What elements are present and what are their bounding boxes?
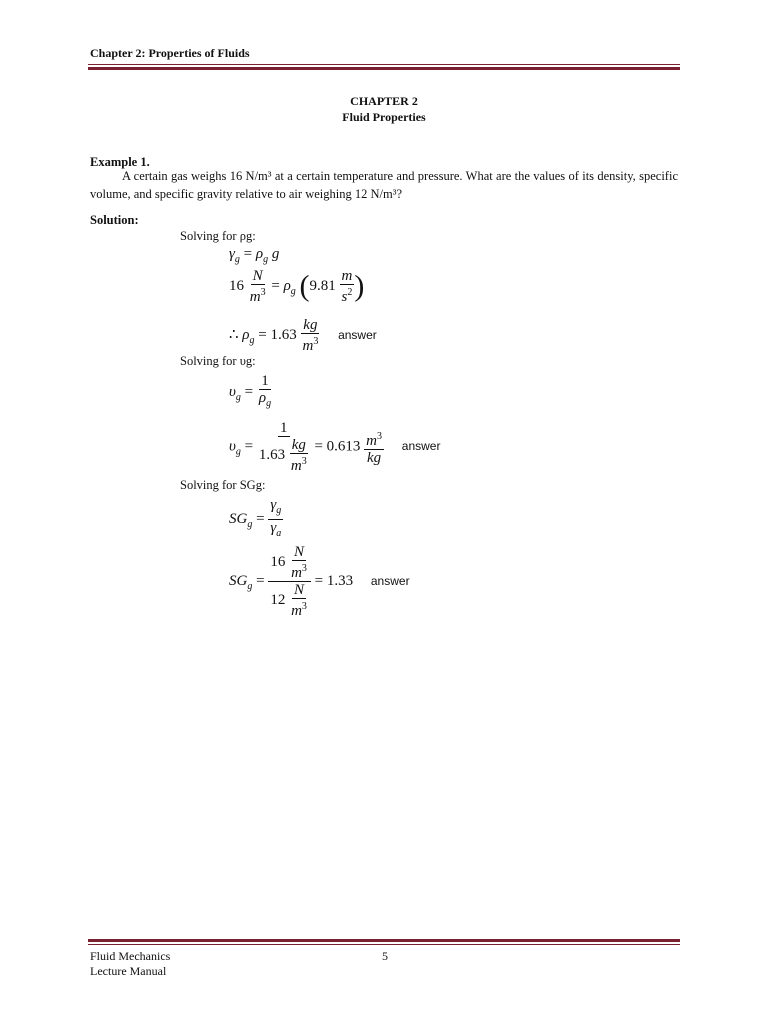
header-rule-thin <box>88 64 680 65</box>
page-number: 5 <box>382 949 388 963</box>
equation-volume-definition: $\upsilon_g$ = $\frac{1}{\rho_g}$ <box>229 373 272 409</box>
footer-rule-thick <box>88 939 680 942</box>
answer-density: answer <box>338 327 377 342</box>
answer-sg: answer <box>370 573 410 588</box>
step-volume-label: Solving for υg: <box>180 354 256 368</box>
running-header: Chapter 2: Properties of Fluids <box>90 46 250 60</box>
equation-sg-result: $SG_g$ = 16 $\frac{N}{m^3}$ 12 $\frac{N}{m^3}$ = 1.33 answer <box>229 544 410 619</box>
equation-density-result: ∴ $\rho_g = 1.63$ $\frac{kg}{m^3}$ answer <box>229 317 377 354</box>
equation-substitute-density: 16 $\frac{N}{m^3}$ = $\rho_g$ (9.81 $\frac{m}{s^2}$ ) <box>229 268 365 305</box>
step-sg-label: Solving for SGg: <box>180 478 266 492</box>
problem-statement: A certain gas weighs 16 N/m³ at a certain temperature and pressure. What are the values of its density, specific volume, and specific gravity relative to air weighing 12 N/m³? <box>90 169 678 201</box>
step-density-label: Solving for ρg: <box>180 229 256 243</box>
answer-volume: answer <box>401 439 441 454</box>
footer-rule-thin <box>88 944 680 945</box>
equation-sg-definition: $SG_g$ = $\frac{\gamma_g}{\gamma_a}$ <box>229 497 282 539</box>
chapter-number: CHAPTER 2 <box>350 94 418 108</box>
footer-course: Fluid Mechanics <box>90 949 171 963</box>
equation-volume-result: $\upsilon_g$ = 1 1.63 $\frac{kg}{m^3}$ = 0.613 $\frac{m^3}{kg}$ answer <box>229 420 441 474</box>
example-label: Example 1. <box>90 155 150 169</box>
footer-manual: Lecture Manual <box>90 964 167 978</box>
chapter-name: Fluid Properties <box>342 110 426 124</box>
solution-label: Solution: <box>90 213 139 227</box>
equation-gamma-rho-g: $\gamma_g = \rho_g$ g <box>229 246 280 265</box>
header-rule-thick <box>88 67 680 70</box>
